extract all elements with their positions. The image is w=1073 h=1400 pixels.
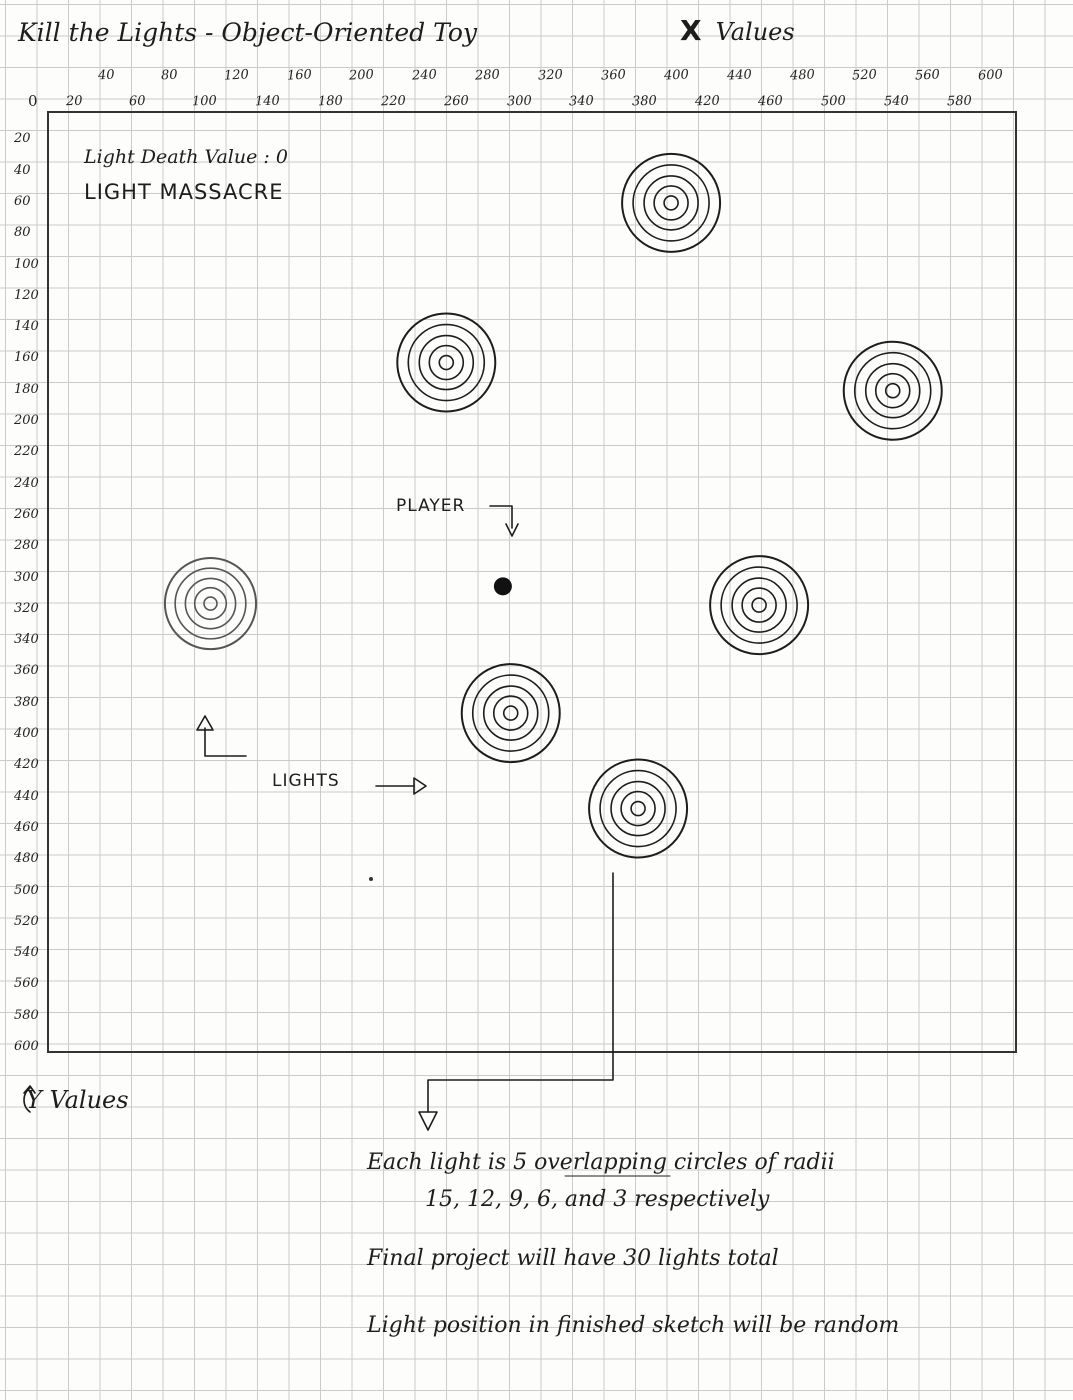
death-label: Light Death Value : bbox=[84, 146, 270, 168]
y-axis-label: Y Values bbox=[26, 1086, 129, 1114]
x-tick-label: 580 bbox=[946, 93, 972, 110]
y-tick-label: 420 bbox=[14, 757, 39, 773]
light-ring bbox=[439, 356, 453, 370]
player-label: PLAYER bbox=[396, 496, 466, 516]
y-tick-label: 600 bbox=[14, 1039, 39, 1054]
light-ring bbox=[886, 384, 900, 398]
x-tick-label: 140 bbox=[254, 93, 281, 110]
light bbox=[397, 314, 495, 412]
light-ring bbox=[622, 154, 720, 252]
x-tick-label: 480 bbox=[789, 67, 815, 84]
x-tick-label: 280 bbox=[474, 67, 501, 84]
light bbox=[165, 558, 256, 649]
x-tick-label: 160 bbox=[286, 67, 312, 84]
light-ring bbox=[589, 760, 687, 858]
y-tick-label: 240 bbox=[14, 475, 39, 491]
y-tick-label: 200 bbox=[14, 413, 39, 428]
x-tick-label: 300 bbox=[506, 93, 532, 110]
light-ring bbox=[397, 314, 495, 412]
y-tick-label: 280 bbox=[14, 538, 39, 554]
note-line-3: Final project will have 30 lights total bbox=[367, 1246, 779, 1271]
light-ring bbox=[621, 792, 655, 826]
y-tick-label: 80 bbox=[14, 225, 31, 241]
x-tick-label: 60 bbox=[129, 93, 147, 110]
x-tick-label: 540 bbox=[883, 93, 909, 110]
y-tick-label: 20 bbox=[14, 131, 31, 147]
y-tick-label: 260 bbox=[14, 506, 39, 522]
page-title: Kill the Lights - Object-Oriented Toy bbox=[18, 18, 477, 47]
x-tick-label: 260 bbox=[443, 93, 469, 110]
x-tick-label: 560 bbox=[914, 67, 941, 84]
x-tick-label: 100 bbox=[191, 93, 218, 110]
x-axis-origin: 0 bbox=[28, 92, 38, 110]
y-tick-label: 360 bbox=[14, 663, 39, 679]
light-ring bbox=[462, 664, 560, 762]
light-ring bbox=[844, 342, 942, 440]
y-tick-label: 60 bbox=[14, 193, 31, 209]
y-tick-label: 300 bbox=[14, 569, 39, 585]
notes-leader-line bbox=[428, 873, 613, 1112]
x-tick-label: 500 bbox=[820, 93, 847, 110]
x-axis-mark: X bbox=[680, 14, 702, 47]
death-value: 0 bbox=[275, 146, 288, 168]
light-ring bbox=[654, 186, 688, 220]
light-ring bbox=[484, 686, 538, 740]
lights-layer bbox=[165, 154, 942, 858]
x-tick-label: 80 bbox=[160, 67, 178, 84]
sketch-subtitle: LIGHT MASSACRE bbox=[84, 180, 284, 204]
x-axis-label: Values bbox=[715, 18, 795, 46]
y-tick-label: 340 bbox=[14, 632, 39, 648]
light-ring bbox=[631, 802, 645, 816]
y-tick-label: 500 bbox=[14, 882, 39, 898]
light-ring bbox=[429, 346, 463, 380]
y-tick-label: 540 bbox=[14, 945, 39, 961]
light-ring bbox=[504, 706, 518, 720]
light-ring bbox=[195, 588, 227, 620]
player-dot bbox=[494, 577, 512, 595]
light-ring bbox=[664, 196, 678, 210]
x-tick-label: 200 bbox=[349, 67, 375, 84]
y-tick-label: 320 bbox=[14, 600, 39, 616]
y-tick-label: 140 bbox=[14, 319, 39, 335]
x-tick-label: 400 bbox=[663, 67, 690, 84]
x-tick-label: 440 bbox=[726, 67, 752, 84]
x-tick-label: 600 bbox=[977, 67, 1004, 84]
light-ring bbox=[742, 588, 776, 622]
x-tick-label: 340 bbox=[569, 93, 595, 110]
pencil-dot bbox=[369, 877, 373, 881]
light-ring bbox=[644, 176, 698, 230]
x-tick-label: 20 bbox=[66, 93, 84, 110]
light-ring bbox=[494, 696, 528, 730]
light-ring bbox=[165, 558, 256, 649]
light-ring bbox=[204, 597, 217, 610]
x-tick-label: 360 bbox=[600, 67, 627, 84]
light-ring bbox=[710, 556, 808, 654]
light-ring bbox=[185, 578, 235, 628]
light bbox=[462, 664, 560, 762]
y-tick-label: 580 bbox=[14, 1007, 39, 1023]
lights-arrow-left bbox=[205, 728, 246, 756]
light bbox=[710, 556, 808, 654]
y-tick-label: 520 bbox=[14, 913, 39, 929]
y-tick-label: 40 bbox=[14, 162, 31, 178]
y-tick-label: 440 bbox=[14, 788, 39, 804]
light bbox=[622, 154, 720, 252]
player-arrow bbox=[490, 506, 512, 528]
x-tick-label: 320 bbox=[537, 67, 564, 84]
light bbox=[589, 760, 687, 858]
x-tick-label: 420 bbox=[694, 93, 721, 110]
y-tick-label: 220 bbox=[14, 444, 39, 460]
x-tick-label: 180 bbox=[317, 93, 344, 110]
y-tick-label: 560 bbox=[14, 976, 39, 992]
light-ring bbox=[611, 782, 665, 836]
light-ring bbox=[752, 598, 766, 612]
note-line-4: Light position in finished sketch will be random bbox=[367, 1313, 900, 1338]
y-tick-label: 400 bbox=[14, 726, 39, 741]
lights-label: LIGHTS bbox=[272, 771, 340, 791]
light-ring bbox=[732, 578, 786, 632]
light-ring bbox=[866, 364, 920, 418]
death-counter bbox=[84, 146, 288, 168]
note-line-1: Each light is 5 overlapping circles of radii bbox=[367, 1150, 835, 1175]
x-tick-label: 40 bbox=[97, 67, 115, 84]
x-tick-label: 220 bbox=[380, 93, 406, 110]
light bbox=[844, 342, 942, 440]
x-tick-label: 240 bbox=[411, 67, 438, 84]
light-ring bbox=[876, 374, 910, 408]
y-tick-label: 460 bbox=[14, 819, 39, 835]
y-tick-label: 380 bbox=[14, 694, 39, 710]
note-line-2: 15, 12, 9, 6, and 3 respectively bbox=[425, 1187, 770, 1212]
lights-arrow-right-head bbox=[414, 778, 426, 794]
x-tick-label: 460 bbox=[757, 93, 784, 110]
y-tick-label: 180 bbox=[14, 381, 39, 397]
y-tick-label: 160 bbox=[14, 350, 39, 366]
y-tick-label: 480 bbox=[14, 851, 39, 867]
y-tick-label: 100 bbox=[14, 256, 39, 272]
y-tick-label: 120 bbox=[14, 287, 39, 303]
light-ring bbox=[419, 336, 473, 390]
x-tick-label: 520 bbox=[852, 67, 878, 84]
notes-leader-arrow bbox=[419, 1112, 437, 1130]
x-tick-label: 120 bbox=[223, 67, 249, 84]
y-axis-title bbox=[20, 1086, 129, 1114]
x-tick-label: 380 bbox=[632, 93, 658, 110]
